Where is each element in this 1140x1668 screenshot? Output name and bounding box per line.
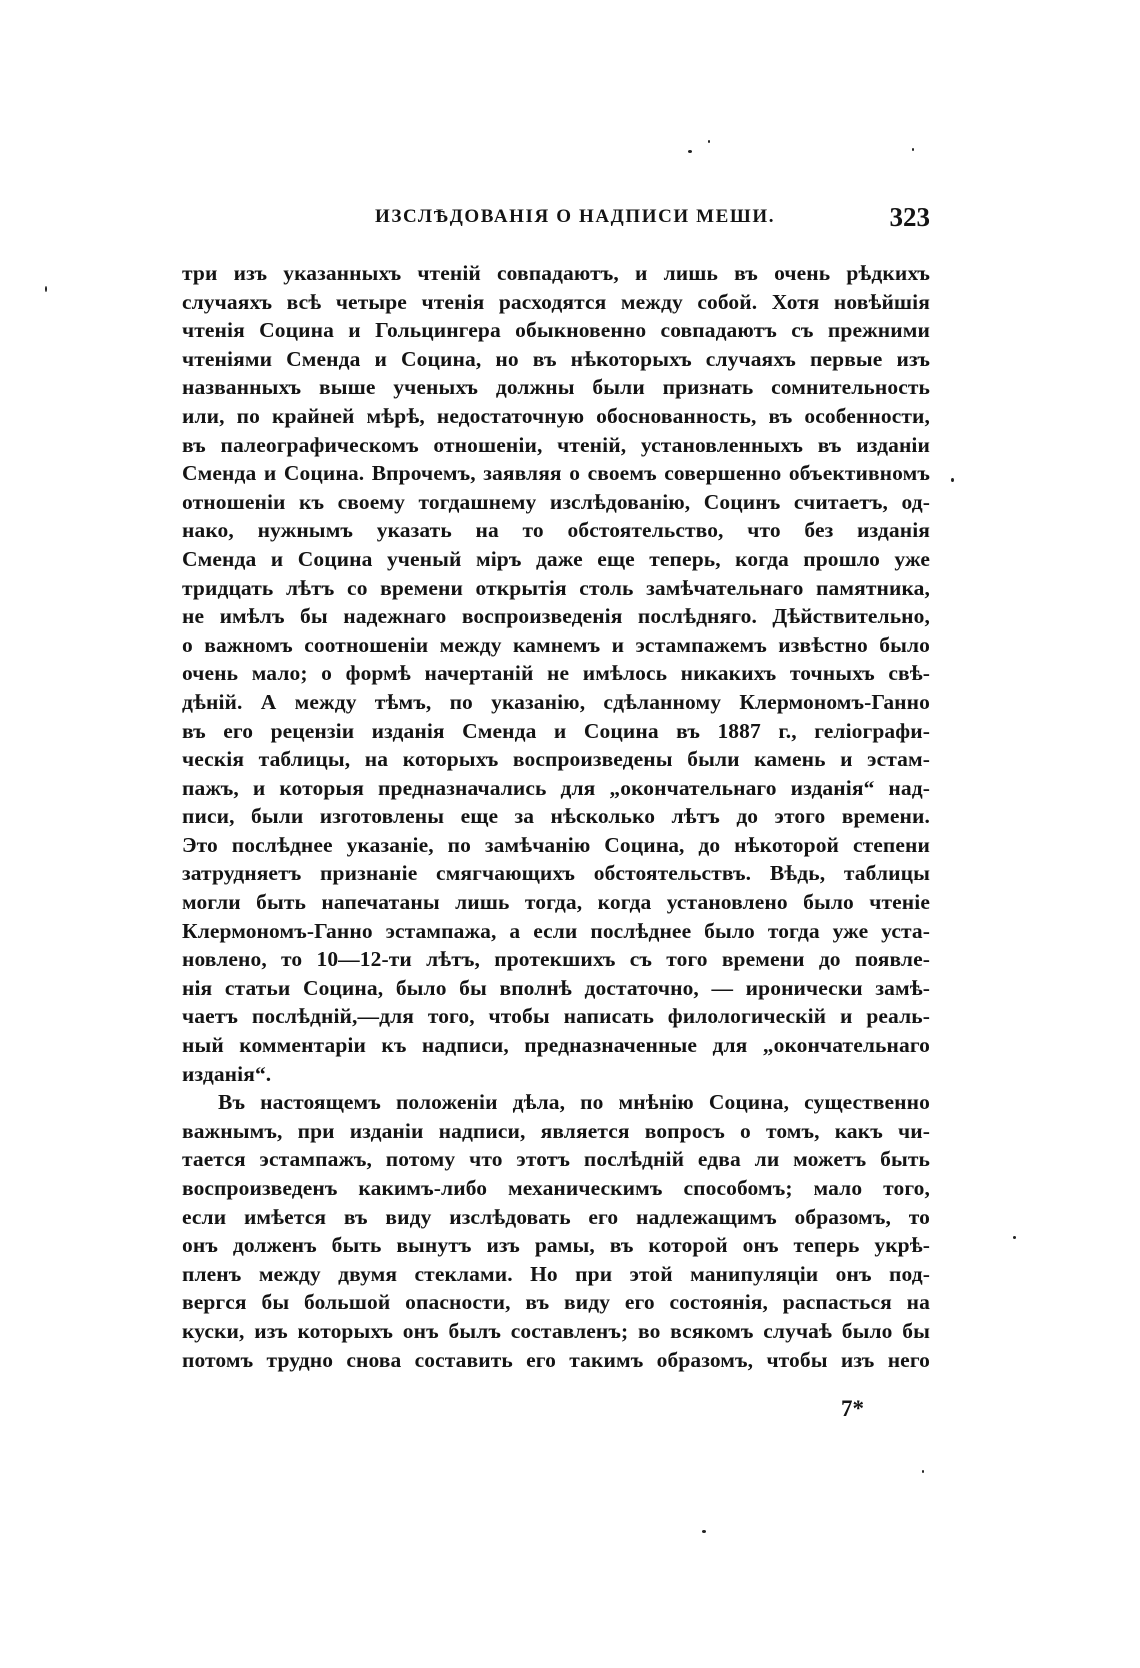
text-line: затрудняетъ признаніе смягчающихъ обстоятельствъ. Вѣдь, таблицы <box>182 861 930 886</box>
text-line: изданія“. <box>182 1061 272 1086</box>
paragraph-1 <box>182 259 930 1088</box>
text-line: названныхъ выше ученыхъ должны были признать сомнительность <box>182 375 930 400</box>
text-line: или, по крайней мѣрѣ, недостаточную обоснованность, въ особенности, <box>182 403 930 428</box>
text-line: если имѣется въ виду изслѣдовать его надлежащимъ образомъ, то <box>182 1204 930 1229</box>
scan-speck <box>688 150 692 153</box>
text-line: тридцать лѣтъ со времени открытія столь замѣчательнаго памятника, <box>182 575 930 600</box>
page-header <box>360 202 930 232</box>
text-line: Клермономъ-Ганно эстампажа, а если послѣднее было тогда уже уста- <box>182 918 930 943</box>
text-line: потомъ трудно снова составить его такимъ образомъ, чтобы изъ него <box>182 1347 930 1372</box>
text-line: онъ долженъ быть вынутъ изъ рамы, въ которой онъ теперь укрѣ- <box>182 1233 930 1258</box>
scan-speck <box>1013 1236 1016 1239</box>
text-line: пленъ между двумя стеклами. Но при этой манипуляціи онъ под- <box>182 1261 930 1286</box>
scan-speck <box>951 478 954 482</box>
text-line: нія статьи Социна, было бы вполнѣ достаточно, — иронически замѣ- <box>182 975 930 1000</box>
text-line: три изъ указанныхъ чтеній совпадаютъ, и лишь въ очень рѣдкихъ <box>182 261 930 285</box>
scan-speck <box>45 286 47 292</box>
text-line: новлено, то 10—12-ти лѣтъ, протекшихъ съ того времени до появле- <box>182 947 930 972</box>
text-line: дѣній. А между тѣмъ, по указанію, сдѣланному Клермономъ-Ганно <box>182 689 930 714</box>
text-line: Сменда и Социна ученый міръ даже еще теперь, когда прошло уже <box>182 546 930 571</box>
text-line: не имѣлъ бы надежнаго воспроизведенія послѣдняго. Дѣйствительно, <box>182 604 930 629</box>
text-line: чтеніями Сменда и Социна, но въ нѣкоторыхъ случаяхъ первые изъ <box>182 346 930 371</box>
text-line: случаяхъ всѣ четыре чтенія расходятся между собой. Хотя новѣйшія <box>182 289 930 314</box>
scan-speck <box>912 148 914 151</box>
text-line: въ его рецензіи изданія Сменда и Социна въ 1887 г., геліографи- <box>182 718 930 743</box>
running-title: ИЗСЛѢДОВАНІЯ О НАДПИСИ МЕШИ. <box>375 206 776 227</box>
text-line: могли быть напечатаны лишь тогда, когда установлено было чтеніе <box>182 890 930 915</box>
text-line: о важномъ соотношеніи между камнемъ и эстампажемъ извѣстно было <box>182 632 930 657</box>
page-number: 323 <box>889 202 930 232</box>
text-line: Это послѣднее указаніе, по замѣчанію Социна, до нѣкоторой степени <box>182 832 930 857</box>
text-line: ческія таблицы, на которыхъ воспроизведены были камень и эстам- <box>182 747 930 772</box>
text-line: Сменда и Социна. Впрочемъ, заявляя о своемъ совершенно объективномъ <box>182 461 930 486</box>
body-text <box>182 259 930 1374</box>
text-line: важнымъ, при изданіи надписи, является вопросъ о томъ, какъ чи- <box>182 1118 930 1143</box>
text-line: очень мало; о формѣ начертаній не имѣлось никакихъ точныхъ свѣ- <box>182 661 930 686</box>
scan-speck <box>708 140 710 143</box>
text-line: писи, были изготовлены еще за нѣсколько лѣтъ до этого времени. <box>182 804 930 829</box>
text-line: ный комментаріи къ надписи, предназначенные для „окончательнаго <box>182 1033 930 1058</box>
text-line: Въ настоящемъ положеніи дѣла, по мнѣнію Социна, существенно <box>218 1090 930 1115</box>
text-line: вергся бы большой опасности, въ виду его состоянія, распасться на <box>182 1290 930 1315</box>
text-line: чаетъ послѣдній,—для того, чтобы написать филологическій и реаль- <box>182 1004 930 1029</box>
text-line: тается эстампажъ, потому что этотъ послѣдній едва ли можетъ быть <box>182 1147 930 1172</box>
text-line: въ палеографическомъ отношеніи, чтеній, установленныхъ въ изданіи <box>182 432 930 457</box>
text-line: пажъ, и которыя предназначались для „окончательнаго изданія“ над- <box>182 775 930 800</box>
signature-mark: 7* <box>841 1396 864 1421</box>
scan-speck <box>702 1530 706 1533</box>
text-line: нако, нужнымъ указать на то обстоятельство, что без изданія <box>182 518 930 543</box>
text-line: воспроизведенъ какимъ-либо механическимъ способомъ; мало того, <box>182 1176 930 1200</box>
text-line: отношеніи къ своему тогдашнему изслѣдованію, Социнъ считаетъ, од- <box>182 489 930 514</box>
scan-speck <box>922 1470 924 1473</box>
paragraph-2 <box>182 1088 930 1374</box>
text-line: куски, изъ которыхъ онъ былъ составленъ; во всякомъ случаѣ было бы <box>182 1318 930 1343</box>
text-line: чтенія Социна и Гольцингера обыкновенно совпадаютъ съ прежними <box>182 318 930 343</box>
